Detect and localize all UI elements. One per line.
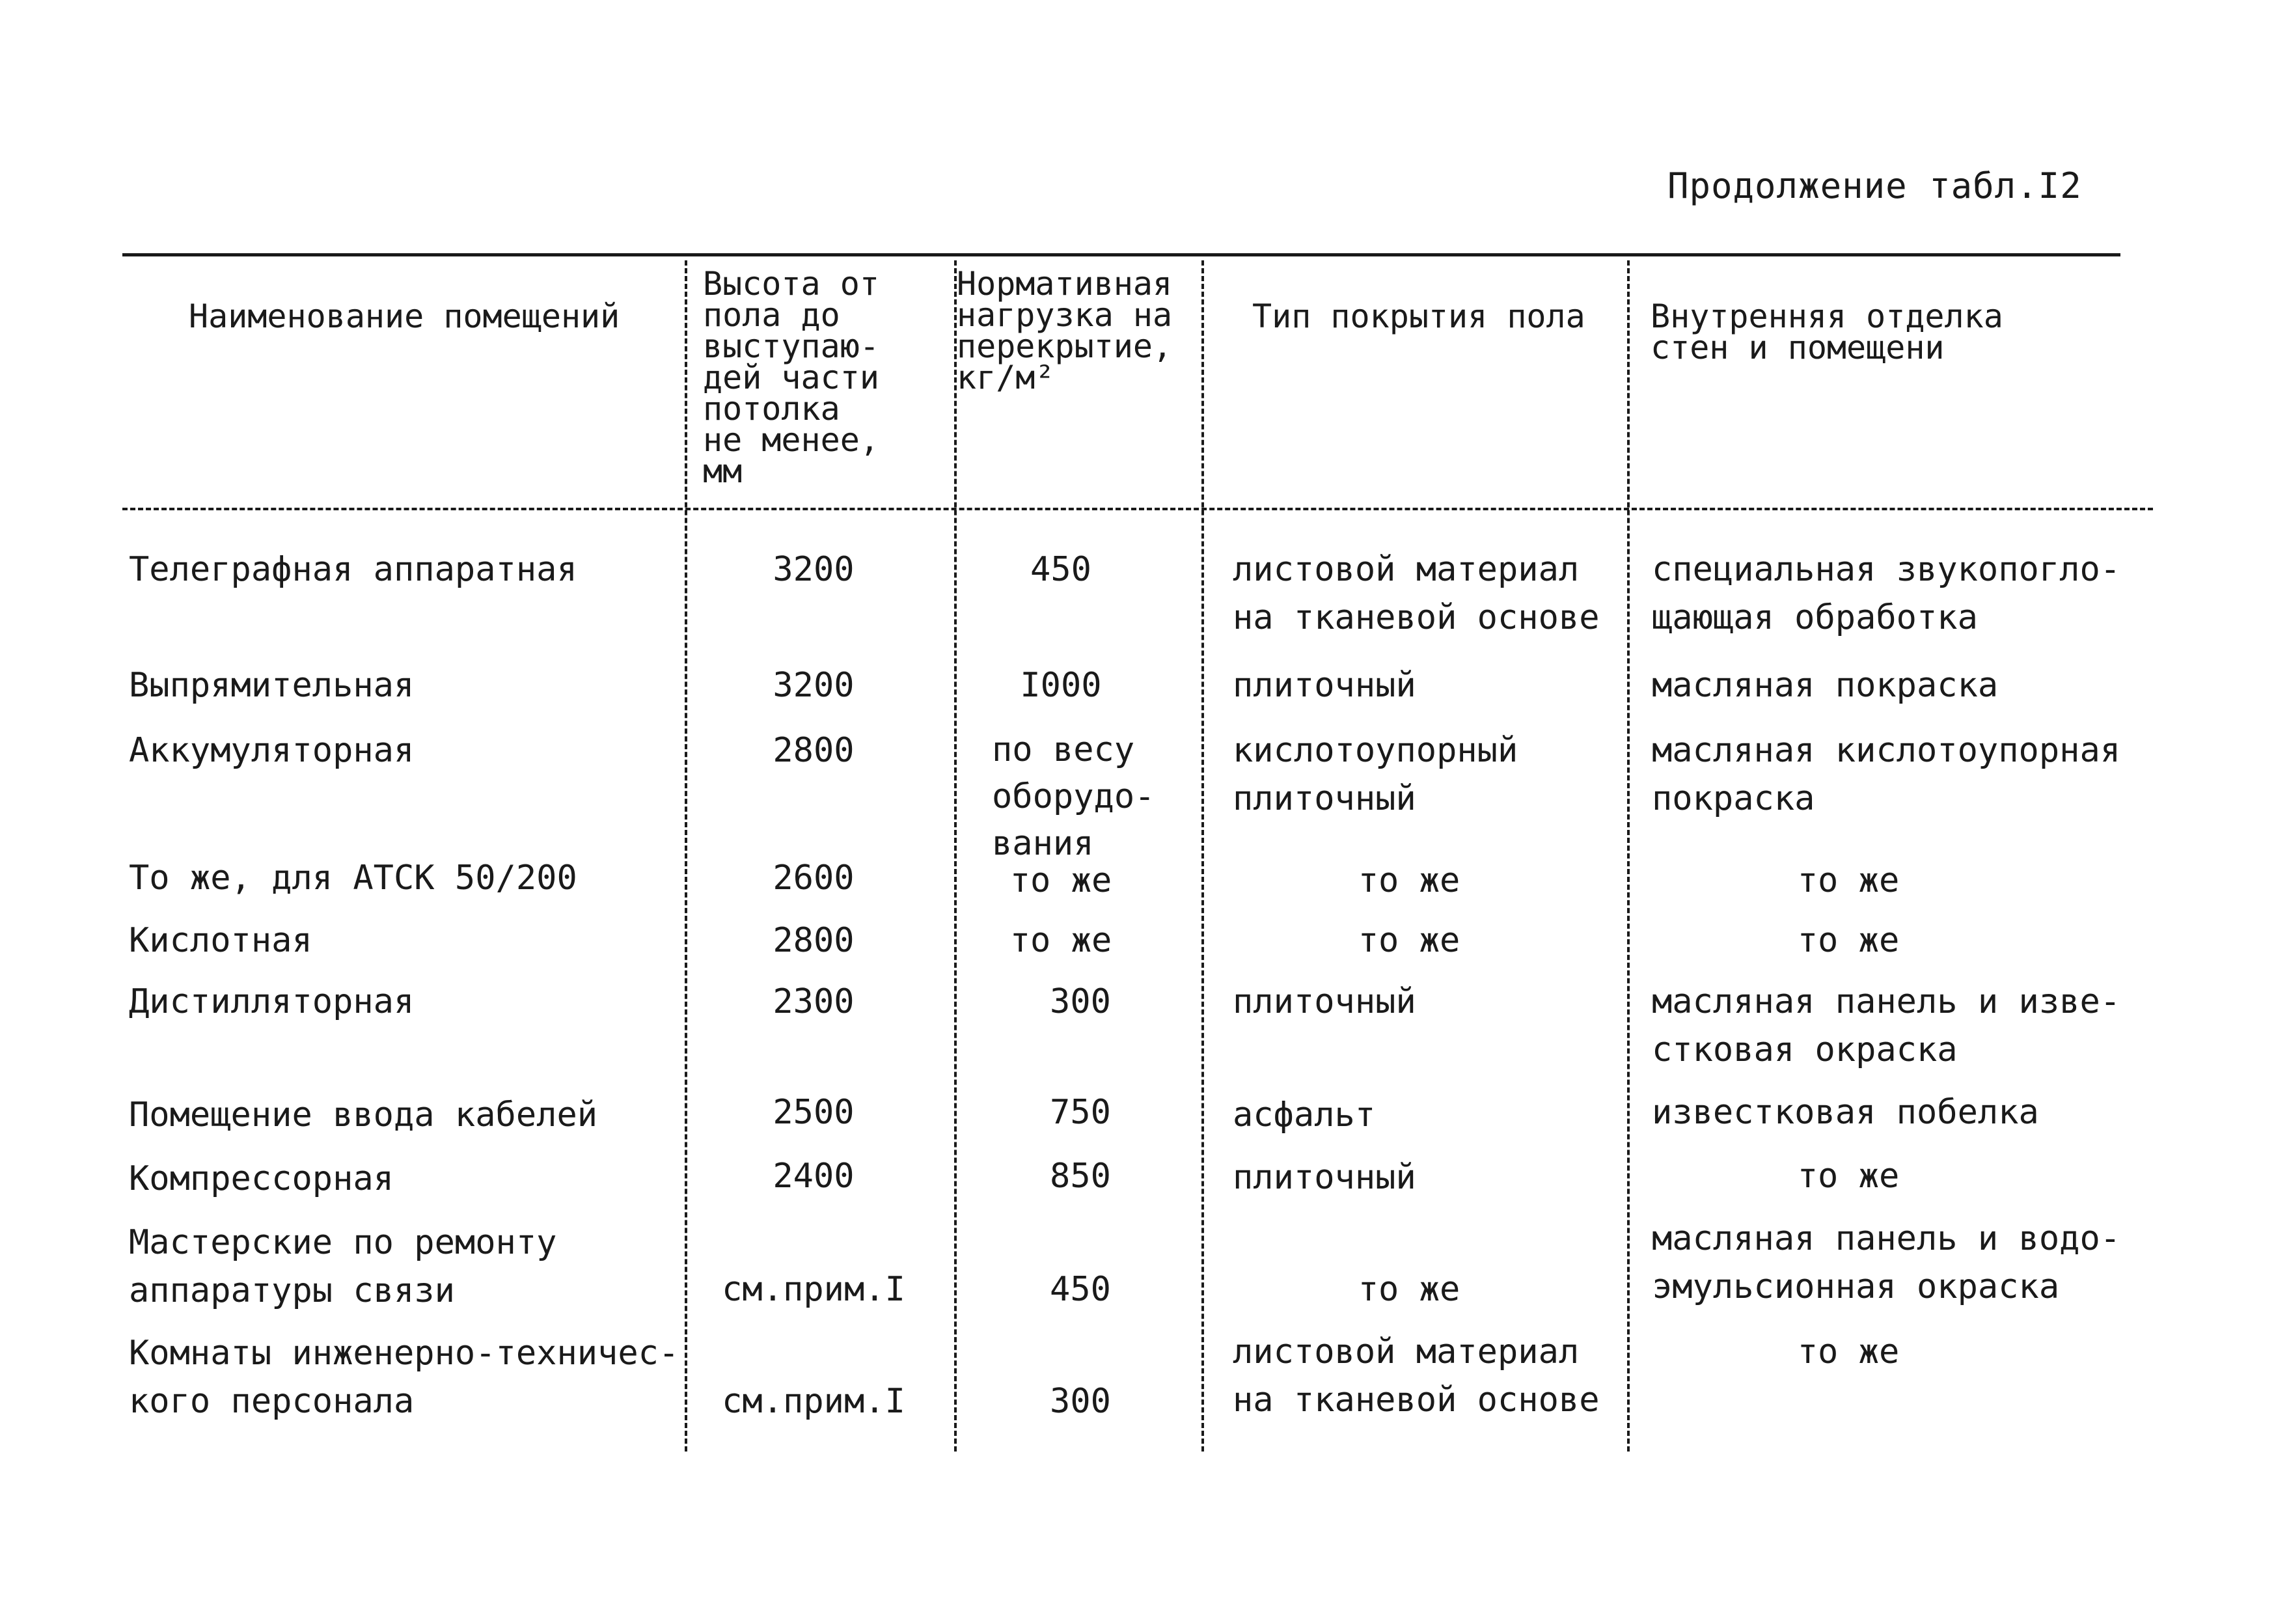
column-separator-4: [1627, 260, 1630, 1452]
row-3-name: Аккумуляторная: [129, 731, 415, 770]
row-5-finish: то же: [1797, 921, 1900, 960]
row-9-finish: масляная панель и водо- эмульсионная окраска: [1652, 1219, 2121, 1306]
header-bottom-rule: [122, 508, 2153, 510]
row-9-height: см.прим.I: [722, 1270, 905, 1309]
row-2-height: 3200: [773, 666, 855, 705]
row-6-finish: масляная панель и изве- стковая окраска: [1652, 982, 2121, 1069]
row-7-load: 750: [1050, 1093, 1111, 1132]
header-ceiling-height: Высота от пола до выступаю- дей части потолка не менее, мм: [703, 265, 879, 490]
row-6-name: Дистилляторная: [129, 982, 415, 1021]
row-8-name: Компрессорная: [129, 1159, 394, 1198]
row-9-name: Мастерские по ремонту аппаратуры связи: [129, 1223, 557, 1310]
row-1-finish: специальная звукопогло- щающая обработка: [1652, 550, 2121, 637]
row-2-name: Выпрямительная: [129, 666, 415, 705]
row-2-load: I000: [1020, 666, 1102, 705]
table-continuation-caption: Продолжение табл.I2: [1667, 165, 2082, 206]
header-floor-load: Нормативная нагрузка на перекрытие, кг/м²: [957, 265, 1173, 396]
row-1-load: 450: [1030, 550, 1091, 589]
row-4-floor: то же: [1358, 861, 1460, 900]
row-7-height: 2500: [773, 1093, 855, 1132]
table-top-rule: [122, 253, 2120, 256]
row-7-name: Помещение ввода кабелей: [129, 1095, 598, 1135]
row-9-load: 450: [1050, 1270, 1111, 1309]
row-5-load: то же: [1009, 921, 1112, 960]
row-3-height: 2800: [773, 731, 855, 770]
row-4-load: то же: [1009, 861, 1112, 900]
row-1-floor: листовой материал на тканевой основе: [1233, 550, 1600, 637]
header-floor-covering: Тип покрытия пола: [1252, 297, 1585, 335]
row-6-floor: плиточный: [1233, 982, 1416, 1021]
row-8-height: 2400: [773, 1157, 855, 1196]
row-5-floor: то же: [1358, 921, 1460, 960]
row-1-height: 3200: [773, 550, 855, 589]
row-7-finish: известковая побелка: [1652, 1093, 2039, 1132]
row-10-load: 300: [1050, 1382, 1111, 1421]
row-10-finish: то же: [1797, 1332, 1900, 1371]
row-7-floor: асфальт: [1233, 1095, 1376, 1135]
row-2-floor: плиточный: [1233, 666, 1416, 705]
row-6-load: 300: [1050, 982, 1111, 1021]
row-3-floor: кислотоупорный плиточный: [1233, 731, 1518, 818]
row-1-name: Телеграфная аппаратная: [129, 550, 577, 589]
row-3-finish: масляная кислотоупорная покраска: [1652, 731, 2121, 818]
header-room-name: Наименование помещений: [189, 297, 620, 335]
row-8-floor: плиточный: [1233, 1158, 1416, 1197]
row-4-finish: то же: [1797, 861, 1900, 900]
row-6-height: 2300: [773, 982, 855, 1021]
column-separator-2: [954, 260, 957, 1452]
row-5-height: 2800: [773, 921, 855, 960]
row-9-floor: то же: [1358, 1270, 1460, 1309]
row-3-load: по весу оборудо- вания: [992, 730, 1155, 863]
row-5-name: Кислотная: [129, 921, 312, 960]
row-8-finish: то же: [1797, 1157, 1900, 1196]
row-4-height: 2600: [773, 859, 855, 898]
row-2-finish: масляная покраска: [1652, 666, 1999, 705]
row-10-height: см.прим.I: [722, 1382, 905, 1421]
row-10-name: Комнаты инженерно-техничес- кого персонала: [129, 1334, 679, 1421]
header-wall-finish: Внутренняя отделка стен и помещени: [1651, 297, 2003, 366]
row-8-load: 850: [1050, 1157, 1111, 1196]
column-separator-1: [685, 260, 687, 1452]
row-4-name: То же, для АТСК 50/200: [129, 859, 577, 898]
row-10-floor: листовой материал на тканевой основе: [1233, 1332, 1600, 1420]
